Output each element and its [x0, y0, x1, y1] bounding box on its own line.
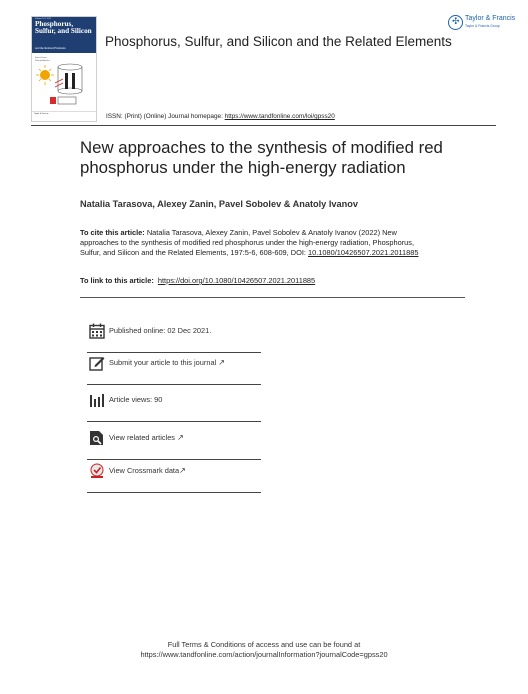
cover-footer	[32, 111, 96, 121]
journal-homepage-link[interactable]: https://www.tandfonline.com/loi/gpss20	[224, 113, 335, 120]
crossmark-icon	[89, 463, 105, 479]
journal-cover	[31, 16, 97, 122]
cover-footer-text: Taylor & Francis	[34, 113, 49, 115]
publisher-logo	[448, 14, 516, 34]
terms-url[interactable]: https://www.tandfonline.com/action/journalInformation?journalCode=gpss20	[140, 650, 388, 659]
citation-text: Natalia Tarasova, Alexey Zanin, Pavel Sobolev & Anatoly Ivanov (2022) New approaches to the synthesis of modified red phosphorus under the high-energy radiation, Phosphorus, Sulfur, and Silicon and the Related Elements, 197:5-6, 608-609, DOI:	[80, 228, 415, 257]
crossmark-row[interactable]	[87, 455, 261, 493]
external-link-icon: ↗	[179, 466, 186, 475]
cover-meta: Volume 197, 2022	[35, 18, 52, 20]
edit-icon	[89, 355, 105, 371]
article-doi-link[interactable]: https://doi.org/10.1080/10426507.2021.2011885	[157, 276, 316, 285]
crossmark-label: View Crossmark data	[109, 466, 180, 475]
submit-article-row[interactable]	[87, 347, 261, 385]
cover-subtitle: and the Related Elements	[35, 46, 66, 50]
cover-band	[32, 17, 96, 53]
search-document-icon	[89, 430, 105, 446]
article-authors: Natalia Tarasova, Alexey Zanin, Pavel Sobolev & Anatoly Ivanov	[80, 199, 358, 209]
header-divider	[31, 125, 496, 126]
publisher-logo-icon: ✣	[448, 15, 463, 30]
cover-small-text: Special issue · Selected Articles	[35, 57, 50, 62]
terms-line: Full Terms & Conditions of access and use can be found at	[167, 640, 361, 649]
submit-article-link[interactable]	[109, 358, 225, 367]
section-divider	[80, 297, 465, 298]
link-to-article	[80, 276, 315, 285]
citation-block	[80, 228, 420, 258]
publisher-tagline: Taylor & Francis Group	[465, 24, 500, 28]
citation-label: To cite this article:	[80, 228, 145, 237]
journal-title: Phosphorus, Sulfur, and Silicon and the Related Elements	[105, 34, 452, 49]
cover-title: Phosphorus, Sulfur, and Silicon	[35, 20, 92, 35]
link-label: To link to this article:	[80, 276, 154, 285]
related-articles-link[interactable]	[109, 433, 184, 442]
row-divider	[87, 492, 261, 493]
external-link-icon: ↗	[218, 358, 225, 367]
issn-label: ISSN: (Print) (Online) Journal homepage:	[106, 113, 225, 120]
crossmark-link[interactable]	[109, 466, 186, 475]
article-title: New approaches to the synthesis of modified red phosphorus under the high-energy radiation	[80, 138, 443, 177]
citation-doi-link[interactable]: 10.1080/10426507.2021.2011885	[308, 248, 419, 257]
calendar-icon	[89, 323, 105, 339]
bar-chart-icon	[89, 392, 105, 408]
publisher-name: Taylor & Francis	[465, 15, 516, 22]
article-views-row	[87, 384, 261, 422]
submit-article-label: Submit your article to this journal	[109, 358, 217, 367]
terms-footer	[0, 640, 528, 660]
article-views: Article views: 90	[109, 395, 163, 404]
issn-line	[106, 113, 335, 120]
published-date: Published online: 02 Dec 2021.	[109, 326, 212, 335]
external-link-icon: ↗	[177, 433, 184, 442]
cover-illustration-icon	[36, 61, 92, 111]
related-articles-label: View related articles	[109, 433, 175, 442]
